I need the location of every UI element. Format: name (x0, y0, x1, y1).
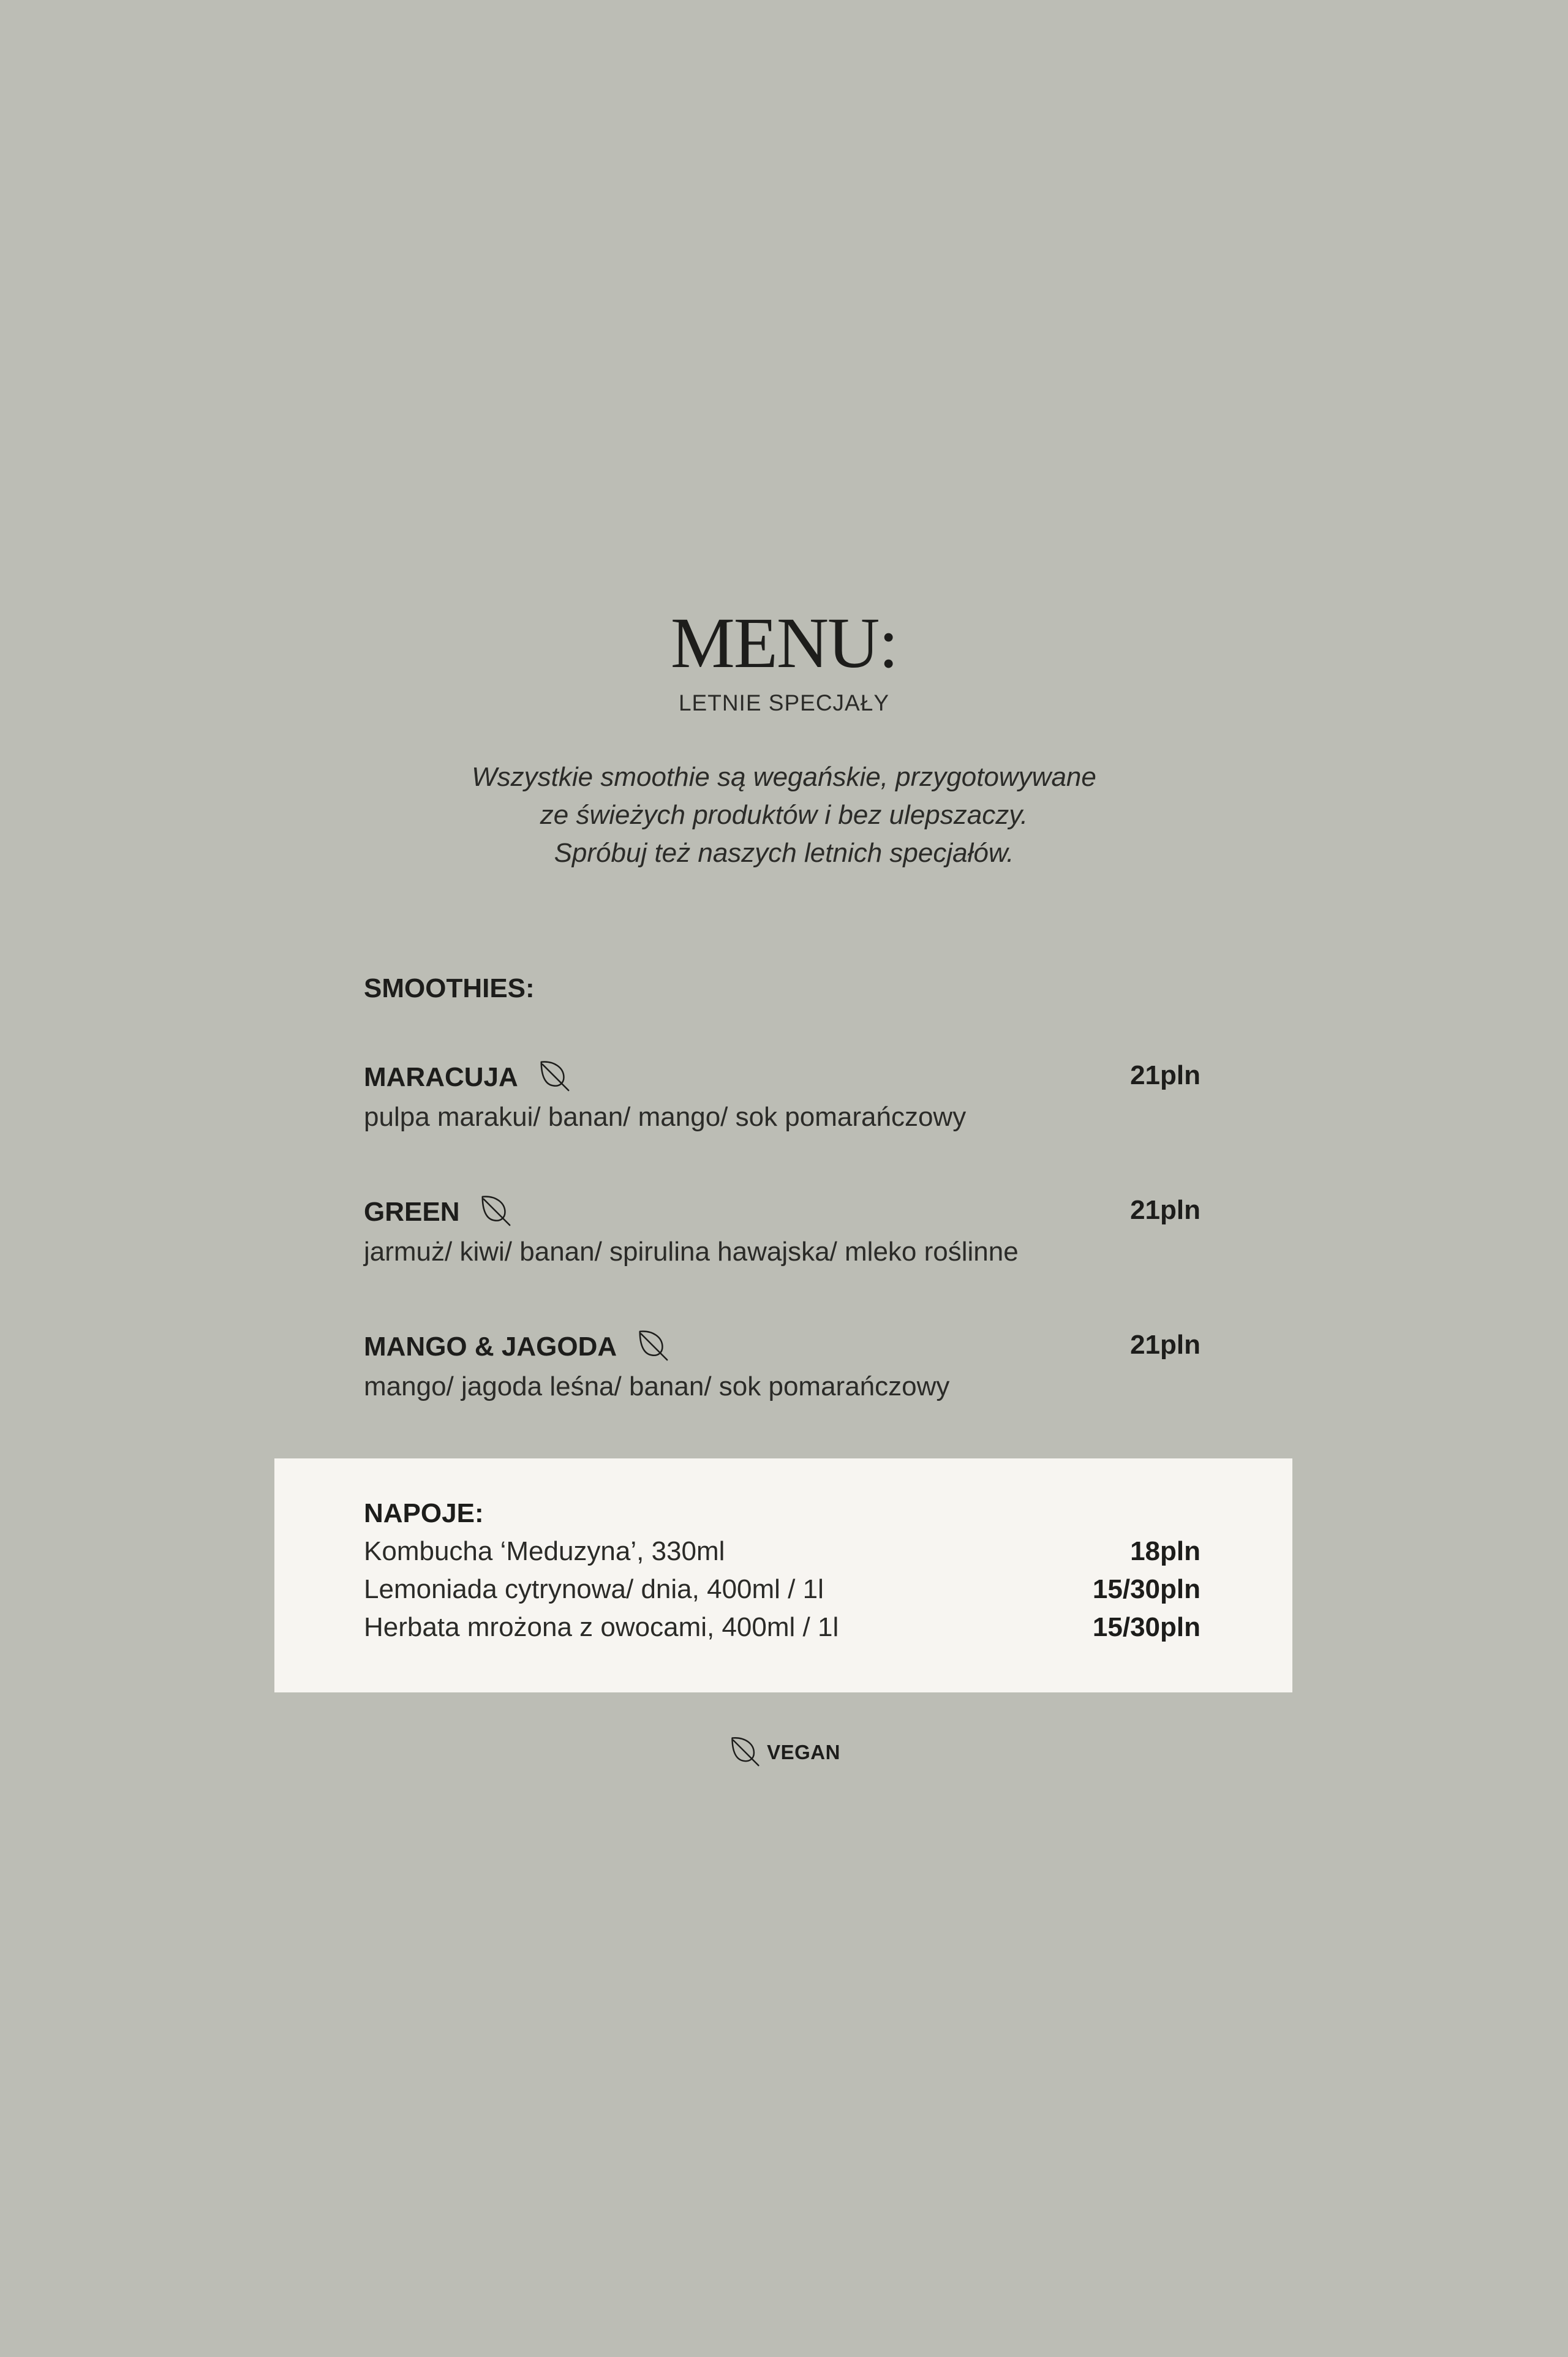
intro-line: ze świeżych produktów i bez ulepszaczy. (540, 800, 1028, 830)
drink-price: 15/30pln (1092, 1612, 1200, 1642)
vegan-legend (0, 1737, 1568, 1768)
menu-item (364, 1326, 1200, 1417)
item-name: MANGO & JAGODA (364, 1332, 617, 1362)
drink-price: 15/30pln (1092, 1574, 1200, 1604)
item-name-row (364, 1056, 572, 1099)
drink-row (364, 1534, 1200, 1572)
legend-label: VEGAN (767, 1741, 840, 1763)
leaf-icon (478, 1192, 513, 1228)
leaf-icon (635, 1327, 671, 1362)
item-price: 21pln (1130, 1330, 1200, 1360)
drink-name: Herbata mrożona z owocami, 400ml / 1l (364, 1612, 839, 1642)
drink-name: Kombucha ‘Meduzyna’, 330ml (364, 1536, 725, 1566)
intro-line: Spróbuj też naszych letnich specjałów. (554, 838, 1014, 868)
item-description: pulpa marakui/ banan/ mango/ sok pomarańczowy (364, 1102, 967, 1132)
drinks-heading: NAPOJE: (364, 1498, 484, 1528)
item-name-row (364, 1326, 671, 1368)
drink-row (364, 1572, 1200, 1610)
page-subtitle: LETNIE SPECJAŁY (678, 690, 889, 715)
page-title: MENU: (670, 603, 898, 683)
item-name: GREEN (364, 1197, 460, 1227)
drink-row (364, 1610, 1200, 1648)
leaf-icon (537, 1057, 572, 1093)
leaf-icon (728, 1733, 762, 1768)
item-description: mango/ jagoda leśna/ banan/ sok pomarańczowy (364, 1371, 950, 1401)
intro-text (0, 758, 1568, 872)
drinks-panel (274, 1458, 1292, 1692)
item-name: MARACUJA (364, 1062, 518, 1092)
drink-price: 18pln (1130, 1536, 1200, 1566)
item-description: jarmuż/ kiwi/ banan/ spirulina hawajska/ mleko roślinne (364, 1237, 1019, 1267)
smoothies-heading: SMOOTHIES: (364, 973, 535, 1003)
intro-line: Wszystkie smoothie są wegańskie, przygotowywane (472, 762, 1096, 792)
menu-item (364, 1056, 1200, 1148)
item-price: 21pln (1130, 1060, 1200, 1090)
item-name-row (364, 1191, 513, 1234)
item-price: 21pln (1130, 1195, 1200, 1225)
menu-item (364, 1191, 1200, 1283)
drink-name: Lemoniada cytrynowa/ dnia, 400ml / 1l (364, 1574, 824, 1604)
